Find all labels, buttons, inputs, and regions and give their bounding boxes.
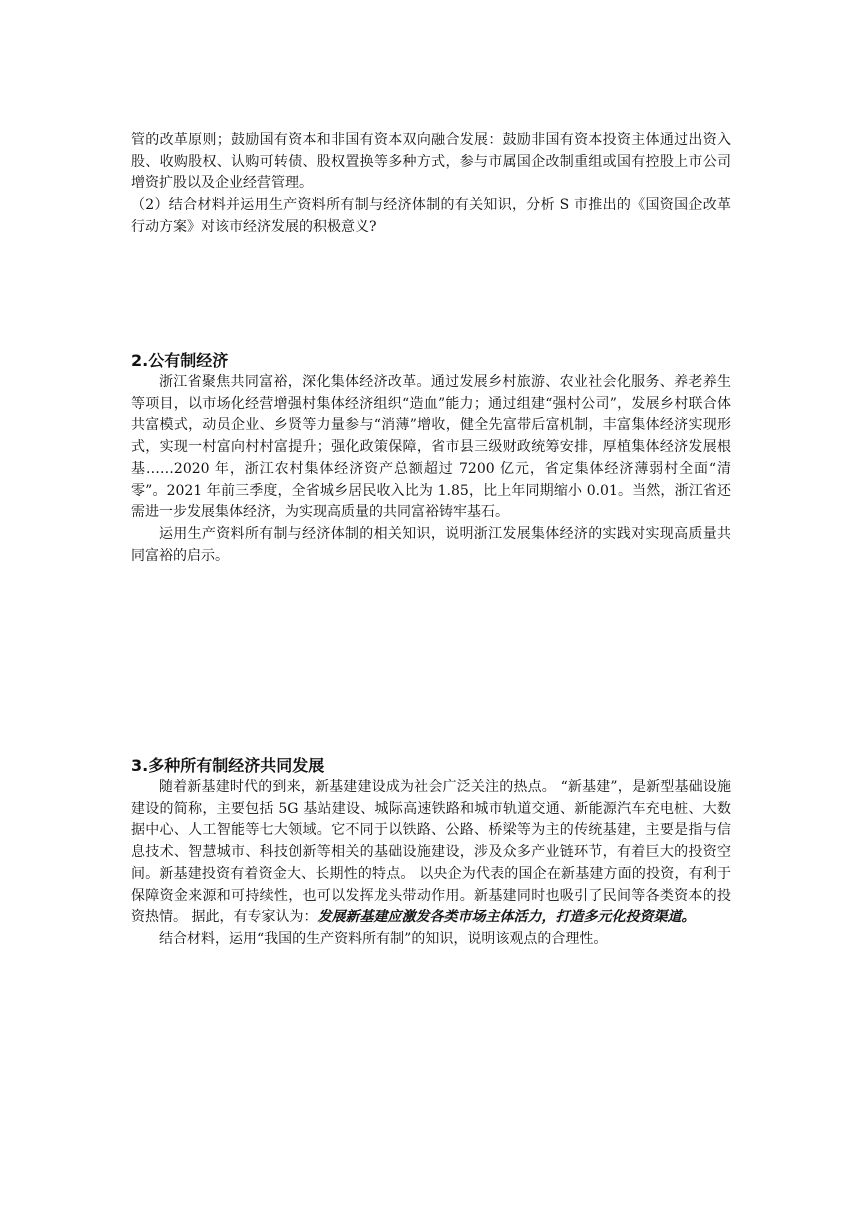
section-3-paragraph (131, 777, 731, 929)
section-3-title: 3.多种所有制经济共同发展 (131, 756, 325, 775)
intro-paragraph: 管的改革原则；鼓励国有资本和非国有资本双向融合发展：鼓励非国有资本投资主体通过出资入股、收购股权、认购可转债、股权置换等多种方式，参与市属国企改制重组或国有控股上市公司增资扩股以及企业经营管理。 (131, 132, 731, 192)
intro-block (131, 130, 731, 239)
section-3-question: 结合材料，运用“我国的生产资料所有制”的知识，说明该观点的合理性。 (159, 930, 608, 947)
section-2-title: 2.公有制经济 (131, 351, 229, 370)
section-2-body (131, 372, 731, 567)
section-2-paragraph: 浙江省聚焦共同富裕，深化集体经济改革。通过发展乡村旅游、农业社会化服务、养老养生等项目，以市场化经营增强村集体经济组织“造血”能力；通过组建“强村公司”，发展乡村联合体共富模式，动员企业、乡贤等力量参与“消薄”增收，健全先富带后富机制，丰富集体经济实现形式，实现一村富向村村富提升；强化政策保障，省市县三级财政统筹安排，厚植集体经济发展根基……2020 年，浙江农村集体经济资产总额超过 7200 亿元，省定集体经济薄弱村全面“清零”。2021 年前三季度，全省城乡居民收入比为 1.85，比上年同期缩小 0.01。当然，浙江省还需进一步发展集体经济，为实现高质量的共同富裕铸牢基石。 (131, 374, 731, 521)
section-3-body (131, 777, 731, 951)
intro-question: （2）结合材料并运用生产资料所有制与经济体制的有关知识，分析 S 市推出的《国资国企改革行动方案》对该市经济发展的积极意义? (131, 197, 731, 235)
section-2-question: 运用生产资料所有制与经济体制的相关知识，说明浙江发展集体经济的实践对实现高质量共同富裕的启示。 (131, 525, 731, 564)
section-3-expert-view: 发展新基建应激发各类市场主体活力，打造多元化投资渠道。 (317, 909, 696, 926)
section-3-paragraph-main: 随着新基建时代的到来，新基建建设成为社会广泛关注的热点。 “新基建”，是新型基础设施建设的简称，主要包括 5G 基站建设、城际高速铁路和城市轨道交通、新能源汽车充电桩、大数据中心、人工智能等七大领域。它不同于以铁路、公路、桥梁等为主的传统基建，主要是指与信息技术、智慧城市、科技创新等相关的基础设施建设，涉及众多产业链环节，有着巨大的投资空间。新基建投资有着资金大、长期性的特点。 以央企为代表的国企在新基建方面的投资，有利于保障资金来源和可持续性，也可以发挥龙头带动作用。新基建同时也吸引了民间等各类资本的投资热情。 据此，有专家认为： (131, 779, 731, 926)
